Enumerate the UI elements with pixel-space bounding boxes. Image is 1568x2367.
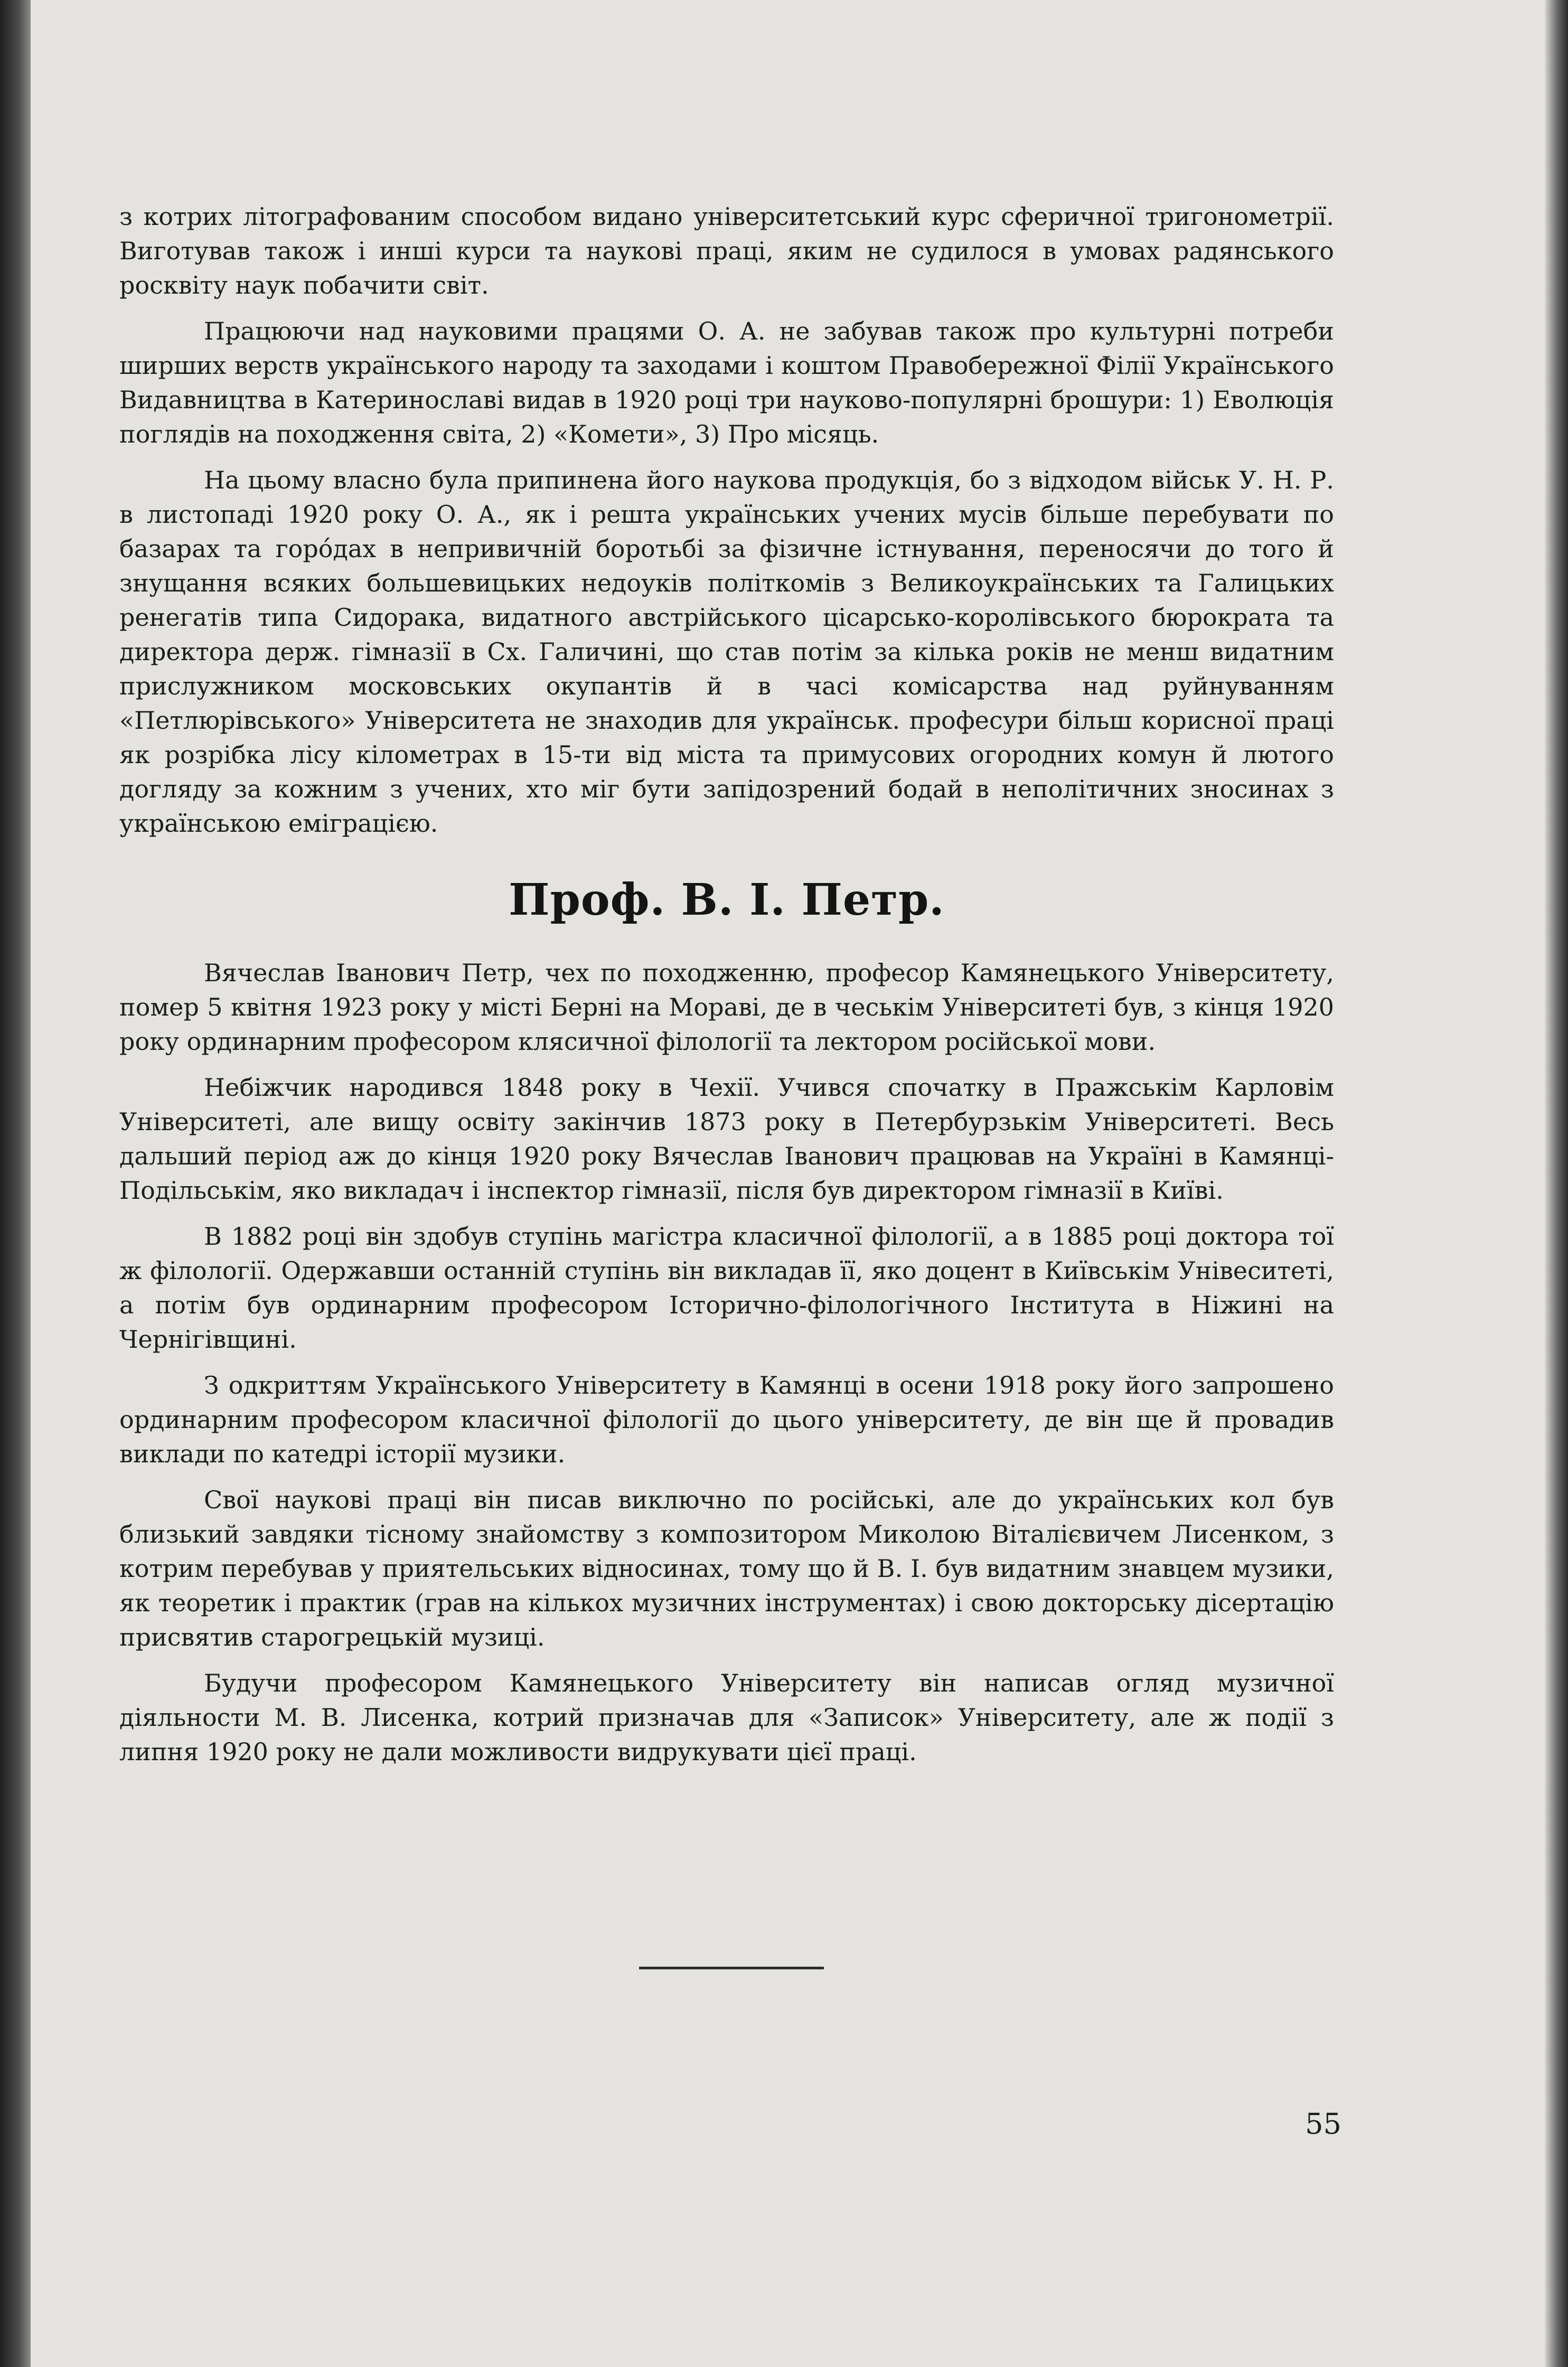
paragraph: Будучи професором Камянецького Університету він написав огляд музичної діяльности М. В. Лисенка, котрий призначав для «Записок» Університету, але ж події з липня 1920 року не дали можливости видрукувати цієї праці. xyxy=(119,1669,1334,1766)
paragraph: В 1882 році він здобув ступінь магістра класичної філології, а в 1885 році доктора тої ж філології. Одержавши останній ступінь він викладав її, яко доцент в Київськім Унівеситеті, а потім був ординарним професором Історично-філологічного Інститута в Ніжині на Чернігівщині. xyxy=(119,1222,1334,1354)
scan-left-edge xyxy=(0,0,31,2367)
paragraph: З одкриттям Українського Університету в Камянці в осени 1918 року його запрошено ординарним професором класичної філології до цього університету, де він ще й провадив виклади по катедрі історії музики. xyxy=(119,1371,1334,1468)
paragraph: Свої наукові праці він писав виключно по російські, але до українських кол був близький завдяки тісному знайомству з композитором Миколою Віталієвичем Лисенком, з котрим перебував у приятельських відносинах, тому що й В. І. був видатним знавцем музики, як теоретик і практик (грав на кількох музичних інструментах) і свою докторську дісертацію присвятив старогрецькій музиці. xyxy=(119,1486,1334,1651)
page-number: 55 xyxy=(1305,2107,1341,2140)
paragraph: Небіжчик народився 1848 року в Чехії. Учився спочатку в Пражськім Карловім Університеті, але вищу освіту закінчив 1873 року в Петербурзькім Університеті. Весь дальший період аж до кінця 1920 року Вячеслав Іванович працював на Україні в Камянці-Подільськім, яко викладач і інспектор гімназії, після був директором гімназії в Київі. xyxy=(119,1073,1334,1205)
main-text-column xyxy=(119,200,1334,1781)
scan-right-edge xyxy=(1545,0,1568,2367)
paragraph: На цьому власно була припинена його наукова продукція, бо з відходом військ У. Н. Р. в листопаді 1920 року О. А., як і решта українських учених мусів більше перебувати по базарах та горо́дах в непривичній боротьбі за фізичне істнування, переносячи до того й знущання всяких большевицьких недоуків політкомів з Великоукраїнських та Галицьких ренегатів типа Сидорака, видатного австрійського цісарсько-королівського бюрократа та директора держ. гімназії в Сх. Галичині, що став потім за кілька років не менш видатним прислужником московських окупантів й в часі комісарства над руйнуванням «Петлюрівського» Університета не знаходив для українськ. професури більш корисної праці як розрібка лісу кілометрах в 15-ти від міста та примусових огородних комун й лютого догляду за кожним з учених, хто міг бути запідозрений бодай в неполітичних зносинах з українською еміграцією. xyxy=(119,466,1334,838)
paragraph: Вячеслав Іванович Петр, чех по походженню, професор Камянецького Університету, помер 5 квітня 1923 року у місті Берні на Мораві, де в чеськім Університеті був, з кінця 1920 року ординарним професором клясичної філології та лектором російської мови. xyxy=(119,959,1334,1056)
section-end-rule xyxy=(639,1967,824,1969)
paragraph: Працюючи над науковими працями О. А. не забував також про культурні потреби ширших верств українського народу та заходами і коштом Правобережної Філії Українського Видавництва в Катеринославі видав в 1920 році три науково-популярні брошури: 1) Еволюція поглядів на походження світа, 2) «Комети», 3) Про місяць. xyxy=(119,317,1334,448)
paragraph-continued: з котрих літографованим способом видано університетський курс сферичної тригонометрії. Виготував також і инші курси та наукові праці, яким не судилося в умовах радянського росквіту наук побачити світ. xyxy=(119,202,1334,299)
section-title: Проф. В. І. Петр. xyxy=(509,875,945,925)
